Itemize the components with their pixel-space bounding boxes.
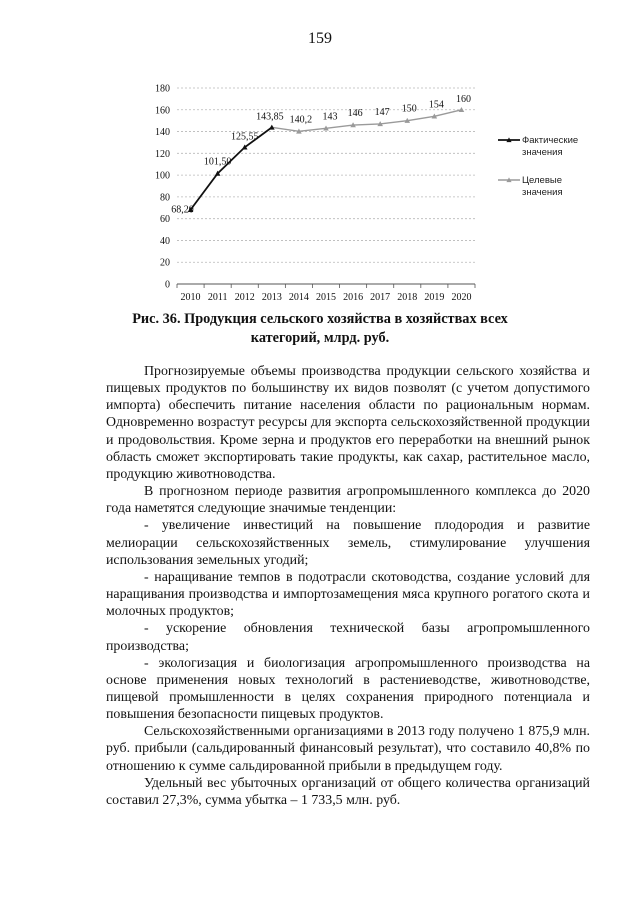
list-item-investments: - увеличение инвестиций на повышение плодородия и развитие мелиорации сельскохозяйственных земель, стимулирование улучшения использования земельных угодий; [106, 518, 590, 568]
x-tick-label: 2010 [180, 292, 201, 303]
y-tick-label: 160 [155, 105, 170, 117]
figure-caption-line-1: Рис. 36. Продукция сельского хозяйства в хозяйствах всех [132, 311, 508, 327]
y-tick-label: 180 [155, 83, 170, 95]
data-label: 143 [322, 111, 338, 123]
paragraph-trends-intro: В прогнозном периоде развития агропромышленного комплекса до 2020 года наметятся следующие значимые тенденции: [106, 484, 590, 517]
data-label: 150 [401, 103, 417, 115]
paragraph-profit-2013: Сельскохозяйственными организациями в 2013 году получено 1 875,9 млн. руб. прибыли (сальдированный финансовый результат), что составило 40,8% по отношению к сумме сальдированной прибыли в предыдущем году. [106, 724, 590, 774]
legend-label: значения [522, 187, 563, 198]
data-label: 101,50 [203, 156, 232, 168]
line-chart [140, 80, 610, 308]
chart-svg [140, 80, 610, 308]
x-tick-label: 2015 [316, 292, 336, 303]
data-label: 143,85 [256, 111, 284, 123]
list-item-technical-base: - ускорение обновления технической базы агропромышленного производства; [106, 621, 590, 654]
data-label: 140,2 [289, 114, 313, 126]
data-label: 160 [455, 93, 471, 105]
page-number: 159 [308, 30, 332, 47]
data-label: 146 [347, 108, 363, 120]
legend-label: Целевые [522, 175, 562, 186]
y-tick-label: 40 [160, 235, 170, 247]
x-tick-label: 2011 [207, 292, 228, 303]
legend-label: Фактические [522, 135, 579, 146]
y-tick-label: 80 [160, 192, 170, 204]
y-tick-label: 60 [160, 214, 170, 226]
x-tick-label: 2018 [397, 292, 418, 303]
data-point-target [459, 107, 465, 112]
list-item-ecologization: - экологизация и биологизация агропромышленного производства на основе применения новых технологий в растениеводстве, животноводстве, пищевой промышленности в целях сохранения природного потенциала и повышения безопасности пищевых продуктов. [106, 655, 590, 723]
list-item-livestock: - наращивание темпов в подотрасли скотоводства, создание условий для наращивания производства и импортозамещения мяса крупного рогатого скота и молочных продуктов; [106, 569, 590, 620]
paragraph-loss-making-share: Удельный вес убыточных организаций от общего количества организаций составил 27,3%, сумма убытка – 1 733,5 млн. руб. [106, 775, 590, 808]
data-label: 154 [428, 99, 444, 111]
legend-label: значения [522, 147, 563, 158]
figure-caption [100, 310, 540, 348]
paragraph-forecast-volumes: Прогнозируемые объемы производства продукции сельского хозяйства и пищевых продуктов по большинству их видов позволят (с учетом допустимого импорта) обеспечить питание населения области по рациональным нормам. Одновременно возрастут ресурсы для экспорта сельскохозяйственной продукции и продовольствия. Кроме зерна и продуктов его переработки на внешний рынок область сможет экспортировать такие продукты, как сахар, растительное масло, продукцию животноводства. [106, 364, 590, 482]
x-tick-label: 2013 [261, 292, 282, 303]
x-tick-label: 2017 [370, 292, 391, 303]
x-tick-label: 2014 [288, 292, 309, 303]
y-tick-label: 20 [160, 257, 170, 269]
body-text [106, 363, 590, 809]
figure-caption-line-2: категорий, млрд. руб. [250, 330, 390, 346]
data-label: 125,55 [230, 131, 259, 143]
x-tick-label: 2016 [343, 292, 364, 303]
x-tick-label: 2020 [451, 292, 472, 303]
y-tick-label: 100 [155, 170, 170, 182]
y-tick-label: 140 [155, 127, 170, 139]
data-label: 147 [374, 106, 390, 118]
data-label: 68,20 [171, 204, 194, 216]
x-tick-label: 2012 [234, 292, 255, 303]
x-tick-label: 2019 [424, 292, 445, 303]
y-tick-label: 0 [165, 279, 170, 291]
y-tick-label: 120 [155, 148, 170, 160]
